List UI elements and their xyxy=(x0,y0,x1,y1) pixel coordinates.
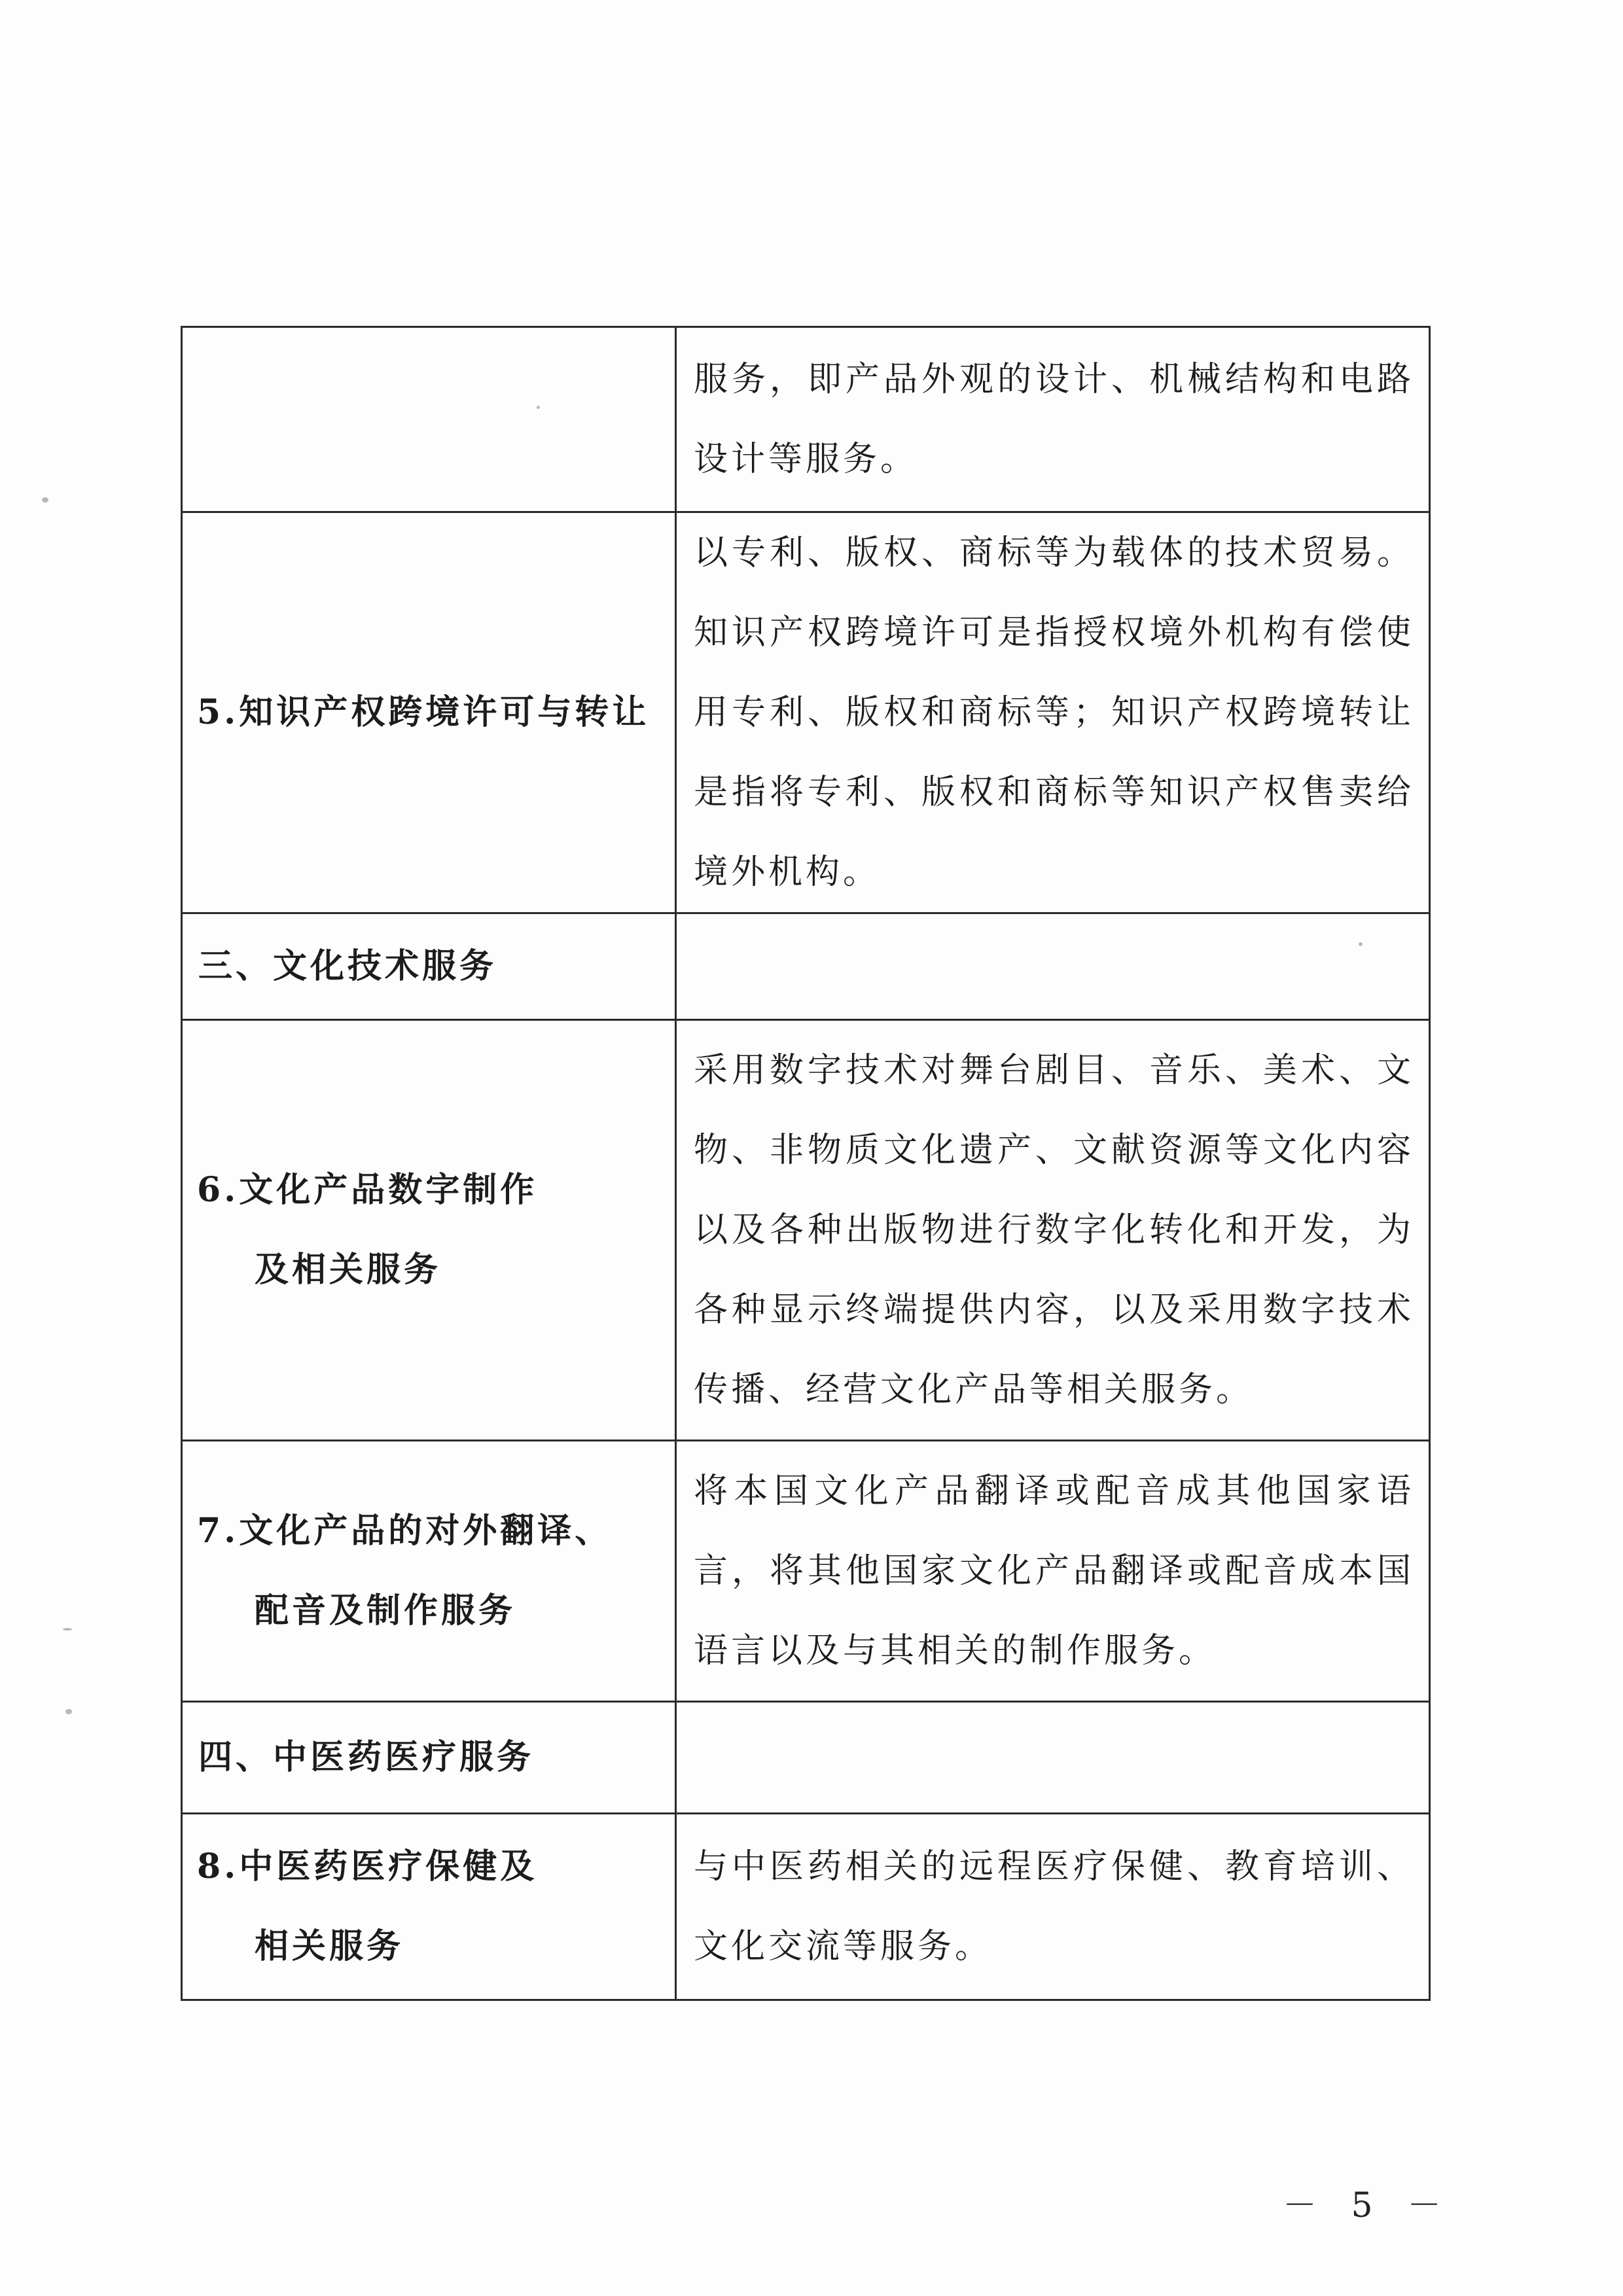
table-row xyxy=(182,1441,1430,1702)
empty-cell xyxy=(676,913,1430,1020)
section-row xyxy=(182,913,1430,1020)
section-row xyxy=(182,1702,1430,1814)
item-name-cell xyxy=(182,1020,676,1441)
item-name-cell xyxy=(182,1441,676,1702)
item-description-cell: 采用数字技术对舞台剧目、音乐、美术、文物、非物质文化遗产、文献资源等文化内容以及各种出版物进行数字化转化和开发，为各种显示终端提供内容，以及采用数字技术传播、经营文化产品等相关服务。 xyxy=(676,1020,1430,1441)
scan-speck xyxy=(1359,942,1363,946)
item-title-line-2: 配音及制作服务 xyxy=(255,1591,516,1631)
page-number: － 5 － xyxy=(1283,2186,1454,2225)
section-heading: 三、文化技术服务 xyxy=(182,913,676,1020)
item-title-line-2: 相关服务 xyxy=(255,1926,404,1966)
table-row xyxy=(182,327,1430,512)
item-title-line-2: 及相关服务 xyxy=(255,1250,442,1290)
table-row xyxy=(182,1814,1430,2000)
scan-speck xyxy=(65,1709,72,1714)
item-name-cell xyxy=(182,1814,676,2000)
services-table xyxy=(181,326,1431,2001)
scan-speck xyxy=(42,497,48,503)
item-description-cell: 以专利、版权、商标等为载体的技术贸易。知识产权跨境许可是指授权境外机构有偿使用专利、版权和商标等；知识产权跨境转让是指将专利、版权和商标等知识产权售卖给境外机构。 xyxy=(676,512,1430,913)
section-heading: 四、中医药医疗服务 xyxy=(182,1702,676,1814)
item-description-cell: 与中医药相关的远程医疗保健、教育培训、文化交流等服务。 xyxy=(676,1814,1430,2000)
scan-speck xyxy=(63,1628,72,1631)
item-title-line-1: 8.中医药医疗保健及 xyxy=(197,1846,538,1886)
table-row xyxy=(182,1020,1430,1441)
item-description-cell: 服务，即产品外观的设计、机械结构和电路设计等服务。 xyxy=(676,327,1430,512)
item-title: 5.知识产权跨境许可与转让 xyxy=(197,692,650,732)
item-title-line-1: 7.文化产品的对外翻译、 xyxy=(197,1511,613,1551)
scan-speck xyxy=(537,406,540,409)
empty-cell xyxy=(676,1702,1430,1814)
item-title-line-1: 6.文化产品数字制作 xyxy=(197,1170,538,1210)
item-description-cell: 将本国文化产品翻译或配音成其他国家语言，将其他国家文化产品翻译或配音成本国语言以及与其相关的制作服务。 xyxy=(676,1441,1430,1702)
item-name-cell xyxy=(182,512,676,913)
table-row xyxy=(182,512,1430,913)
item-name-cell xyxy=(182,327,676,512)
